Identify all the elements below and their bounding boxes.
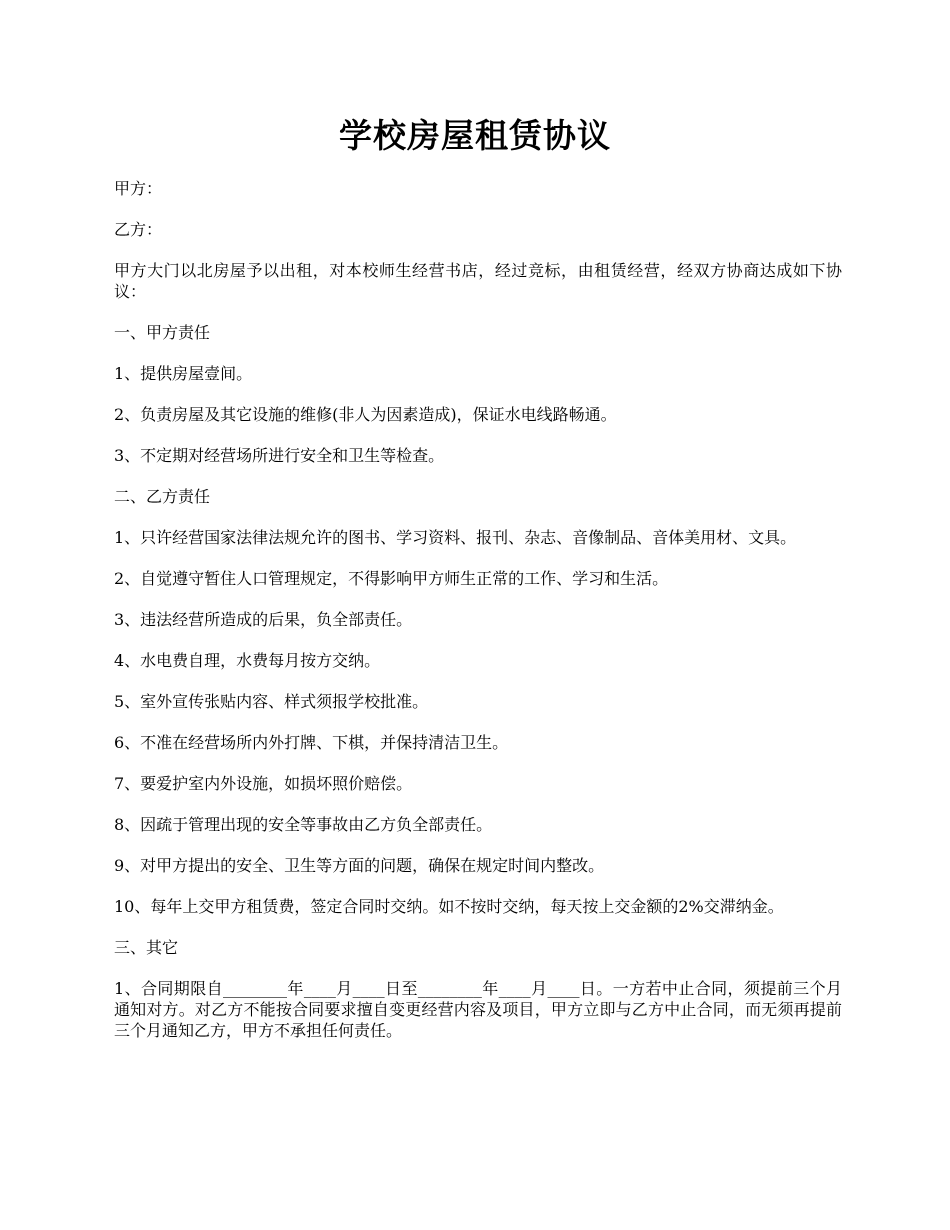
clause-b-2: 2、自觉遵守暂住人口管理规定，不得影响甲方师生正常的工作、学习和生活。 — [114, 569, 669, 588]
clause-b-10: 10、每年上交甲方租赁费，签定合同时交纳。如不按时交纳，每天按上交金额的2%交滞纳金。 — [114, 897, 784, 916]
party-b-line: 乙方： — [114, 220, 163, 239]
clause-other-1: 1、合同期限自________年____月____日至________年____月____日。一方若中止合同，须提前三个月通知对方。对乙方不能按合同要求擅自变更经营内容及项目，甲方立即与乙方中止合同，而无须再提前三个月通知乙方，甲方不承担任何责任。 — [114, 979, 842, 1040]
clause-a-3: 3、不定期对经营场所进行安全和卫生等检查。 — [114, 446, 445, 465]
section-heading-party-a: 一、甲方责任 — [114, 323, 211, 342]
clause-b-5: 5、室外宣传张贴内容、样式须报学校批准。 — [114, 692, 429, 711]
section-heading-party-b: 二、乙方责任 — [114, 487, 211, 506]
clause-a-2: 2、负责房屋及其它设施的维修(非人为因素造成)，保证水电线路畅通。 — [114, 405, 617, 424]
clause-b-8: 8、因疏于管理出现的安全等事故由乙方负全部责任。 — [114, 815, 493, 834]
clause-b-9: 9、对甲方提出的安全、卫生等方面的问题，确保在规定时间内整改。 — [114, 856, 605, 875]
document-title: 学校房屋租赁协议 — [339, 116, 611, 155]
section-heading-other: 三、其它 — [114, 938, 179, 957]
clause-b-7: 7、要爱护室内外设施，如损坏照价赔偿。 — [114, 774, 413, 793]
clause-b-4: 4、水电费自理，水费每月按方交纳。 — [114, 651, 381, 670]
document-body — [114, 178, 842, 1061]
clause-b-1: 1、只许经营国家法律法规允许的图书、学习资料、报刊、杂志、音像制品、音体美用材、文具。 — [114, 528, 797, 547]
clause-a-1: 1、提供房屋壹间。 — [114, 364, 253, 383]
clause-b-6: 6、不准在经营场所内外打牌、下棋，并保持清洁卫生。 — [114, 733, 509, 752]
preamble-paragraph: 甲方大门以北房屋予以出租，对本校师生经营书店，经过竞标，由租赁经营，经双方协商达成如下协议： — [114, 261, 842, 301]
party-a-line: 甲方： — [114, 179, 163, 198]
clause-b-3: 3、违法经营所造成的后果，负全部责任。 — [114, 610, 413, 629]
